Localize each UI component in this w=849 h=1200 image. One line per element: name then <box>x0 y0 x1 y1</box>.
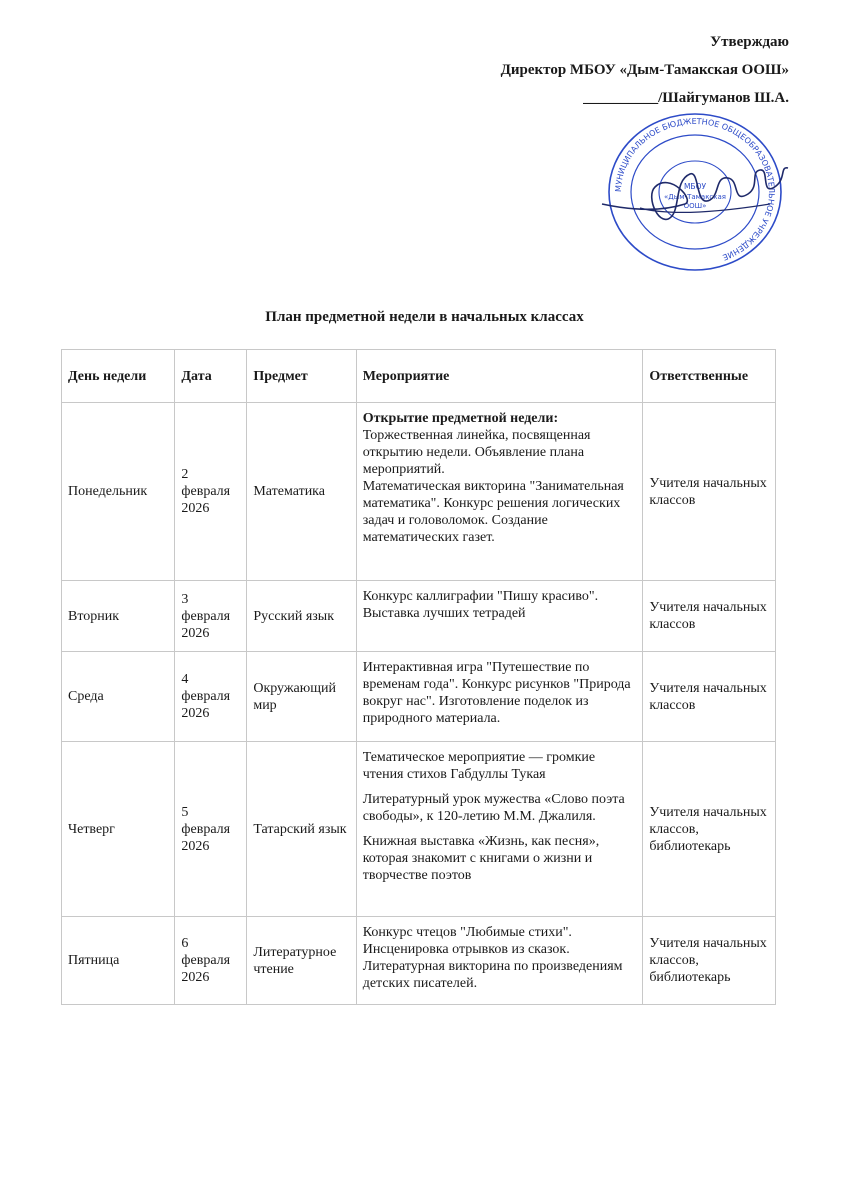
header-responsible: Ответственные <box>643 350 776 403</box>
director-line: Директор МБОУ «Дым-Тамакская ООШ» <box>500 62 789 78</box>
page-title: План предметной недели в начальных классах <box>265 309 584 325</box>
approval-line: Утверждаю <box>710 34 789 50</box>
header-event: Мероприятие <box>356 350 643 403</box>
event-paragraph: Конкурс чтецов "Любимые стихи". Инсценировка отрывков из сказок. Литературная викторина по произведениям детских писателей. <box>362 925 623 991</box>
table-row <box>62 742 776 917</box>
cell-responsible: Учителя начальных классов <box>643 652 776 742</box>
plan-table <box>61 349 776 1005</box>
svg-text:«Дым-Тамакская: «Дым-Тамакская <box>663 193 727 201</box>
table-body <box>62 403 776 1005</box>
svg-text:МБОУ: МБОУ <box>683 182 707 191</box>
event-title: Открытие предметной недели: <box>362 411 559 426</box>
signature-line: __________/Шайгуманов Ш.А. <box>583 90 789 106</box>
approval-block <box>501 28 789 112</box>
cell-date: 5 февраля 2026 <box>175 742 247 917</box>
svg-text:ООШ»: ООШ» <box>683 202 707 210</box>
event-paragraph: Тематическое мероприятие — громкие чтения стихов Габдуллы Тукая <box>362 750 596 782</box>
cell-date: 3 февраля 2026 <box>175 581 247 652</box>
cell-day: Четверг <box>62 742 175 917</box>
cell-day: Пятница <box>62 917 175 1005</box>
cell-subject: Татарский язык <box>247 742 356 917</box>
cell-day: Понедельник <box>62 403 175 581</box>
cell-event <box>356 742 643 917</box>
event-paragraph: Интерактивная игра "Путешествие по временам года". Конкурс рисунков "Природа вокруг нас". Изготовление поделок из природного материала. <box>362 660 631 726</box>
table-header-row <box>62 350 776 403</box>
cell-event <box>356 652 643 742</box>
table-row <box>62 581 776 652</box>
table-row <box>62 652 776 742</box>
cell-date: 4 февраля 2026 <box>175 652 247 742</box>
cell-date: 2 февраля 2026 <box>175 403 247 581</box>
cell-subject: Математика <box>247 403 356 581</box>
cell-day: Среда <box>62 652 175 742</box>
table-row <box>62 403 776 581</box>
cell-day: Вторник <box>62 581 175 652</box>
cell-responsible: Учителя начальных классов <box>643 581 776 652</box>
event-paragraph: Литературный урок мужества «Слово поэта свободы», к 120-летию М.М. Джалиля. <box>362 792 625 824</box>
cell-event <box>356 917 643 1005</box>
event-paragraph: Торжественная линейка, посвященная открытию недели. Объявление плана мероприятий. Математическая викторина "Занимательная математика". Конкурс решения логических задач и головоломок. Создание математических газет. <box>362 428 624 545</box>
stamp-ring-text: МУНИЦИПАЛЬНОЕ БЮДЖЕТНОЕ ОБЩЕОБРАЗОВАТЕЛЬНОЕ УЧРЕЖДЕНИЕ <box>613 116 777 262</box>
cell-event <box>356 581 643 652</box>
table-row <box>62 917 776 1005</box>
cell-responsible: Учителя начальных классов, библиотекарь <box>643 917 776 1005</box>
cell-date: 6 февраля 2026 <box>175 917 247 1005</box>
official-stamp-with-signature <box>600 112 790 272</box>
header-date: Дата <box>175 350 247 403</box>
cell-subject: Русский язык <box>247 581 356 652</box>
header-day: День недели <box>62 350 175 403</box>
event-paragraph: Конкурс каллиграфии "Пишу красиво". Выставка лучших тетрадей <box>362 589 599 621</box>
cell-subject: Литературное чтение <box>247 917 356 1005</box>
cell-subject: Окружающий мир <box>247 652 356 742</box>
cell-responsible: Учителя начальных классов, библиотекарь <box>643 742 776 917</box>
header-subject: Предмет <box>247 350 356 403</box>
event-paragraph: Книжная выставка «Жизнь, как песня», которая знакомит с книгами о жизни и творчестве поэтов <box>362 834 600 883</box>
cell-responsible: Учителя начальных классов <box>643 403 776 581</box>
cell-event <box>356 403 643 581</box>
